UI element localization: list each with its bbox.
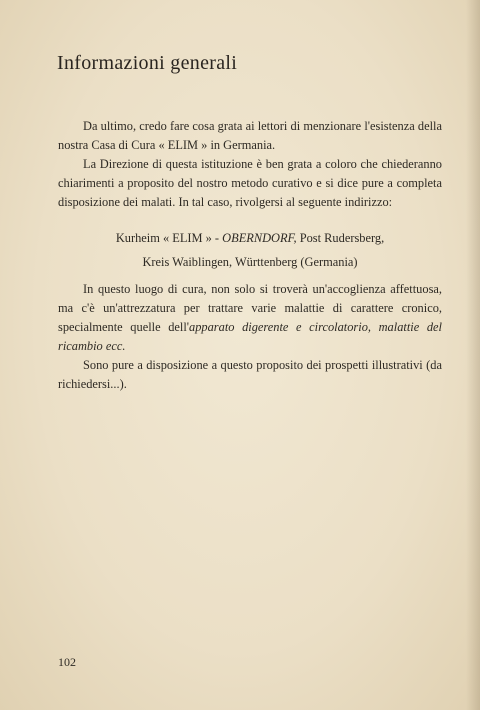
intro-paragraphs	[58, 117, 442, 212]
closing-paragraphs	[58, 280, 442, 394]
address-line-1: Kurheim « ELIM » - OBERNDORF, Post Rudersberg,	[115, 231, 385, 245]
paragraph-brochures: Sono pure a disposizione a questo proposito dei prospetti illustrativi (da richiedersi...).	[58, 358, 442, 391]
page-edge-shadow	[466, 0, 480, 710]
italic-conditions: apparato digerente e circolatorio, malattie del ricambio ecc.	[58, 320, 442, 353]
page-number: 102	[58, 655, 76, 669]
page-heading: Informazioni generali	[57, 52, 238, 74]
address-block	[58, 228, 442, 273]
address-line-2: Kreis Waiblingen, Württenberg (Germania)	[142, 255, 358, 269]
paragraph-direction: La Direzione di questa istituzione è ben grata a coloro che chiederanno chiarimenti a proposito del nostro metodo curativo e si dice pure a completa disposizione dei malati. In tal caso, rivolgersi al seguente indirizzo:	[58, 157, 442, 209]
paragraph-elim-mention: Da ultimo, credo fare cosa grata ai lettori di menzionare l'esistenza della nostra Casa di Cura « ELIM » in Germania.	[58, 119, 442, 152]
address-town: OBERNDORF,	[222, 231, 297, 245]
paragraph-facility: In questo luogo di cura, non solo si troverà un'accoglienza affettuosa, ma c'è un'attrezzatura per trattare varie malattie di carattere cronico, specialmente quelle dell'apparato digerente e circolatorio, malattie del ricambio ecc.	[58, 282, 442, 353]
